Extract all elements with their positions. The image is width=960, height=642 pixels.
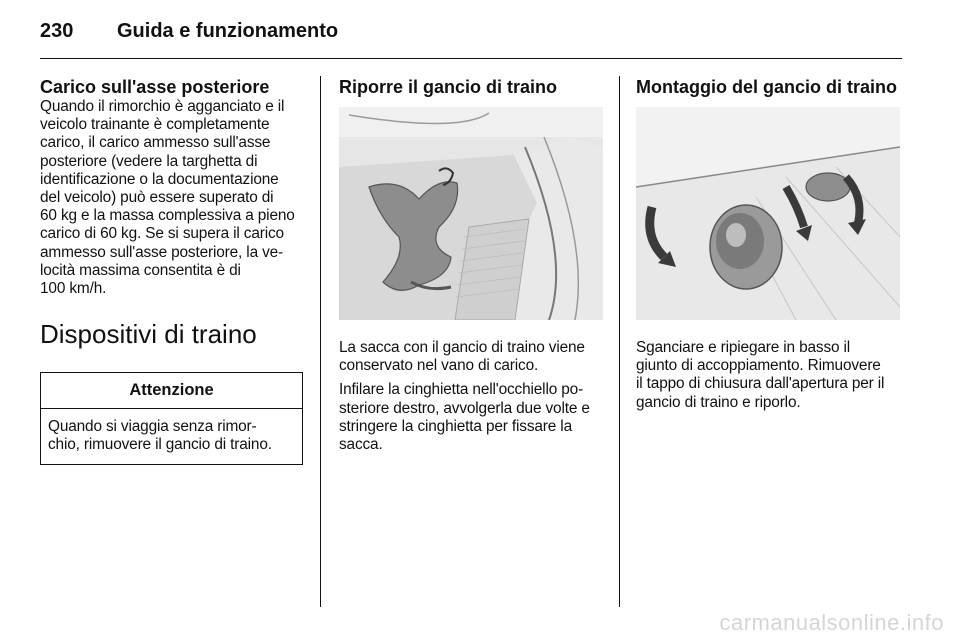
watermark: carmanualsonline.info <box>719 610 944 635</box>
section-heading-mount-tow-hook: Montaggio del gancio di traino <box>636 77 897 97</box>
column-divider-2 <box>619 76 620 607</box>
storage-paragraph-2: Infilare la cinghietta nell'occhiello po- steriore destro, avvolgerla due volte e stringere la cinghietta per fissare la sacca. <box>339 381 590 454</box>
section-title-towing-devices: Dispositivi di traino <box>40 319 257 350</box>
warning-box <box>40 372 303 465</box>
warning-title: Attenzione <box>41 373 302 409</box>
page-number: 230 <box>40 20 74 42</box>
column-2 <box>339 76 605 454</box>
storage-paragraph-1: La sacca con il gancio di traino viene conservato nel vano di carico. <box>339 339 585 375</box>
tow-hook-bag-illustration <box>339 107 603 320</box>
section-heading-store-tow-hook: Riporre il gancio di traino <box>339 77 558 97</box>
column-divider-1 <box>320 76 321 607</box>
mounting-paragraph: Sganciare e ripiegare in basso il giunto di accoppiamento. Rimuovere il tappo di chiusura dall'apertura per il gancio di traino e riporlo. <box>636 339 885 411</box>
chapter-title: Guida e funzionamento <box>117 20 339 42</box>
tow-hook-socket-illustration <box>636 107 900 320</box>
header-rule <box>40 58 902 59</box>
warning-body: Quando si viaggia senza rimor- chio, rimuovere il gancio di traino. <box>48 417 272 454</box>
rear-axle-load-paragraph: Quando il rimorchio è agganciato e il veicolo trainante è completamente carico, il carico ammesso sull'asse posteriore (vedere la targhetta di identificazione o la documentazione del veicolo) può essere superato di 60 kg e la massa complessiva a pieno carico di 60 kg. Se si supera il carico ammesso sull'asse posteriore, la ve- locità massima consentita è di 100 km/h. <box>40 98 295 298</box>
column-1 <box>40 76 306 465</box>
column-3 <box>636 76 902 412</box>
section-heading-rear-axle-load: Carico sull'asse posteriore <box>40 77 270 97</box>
